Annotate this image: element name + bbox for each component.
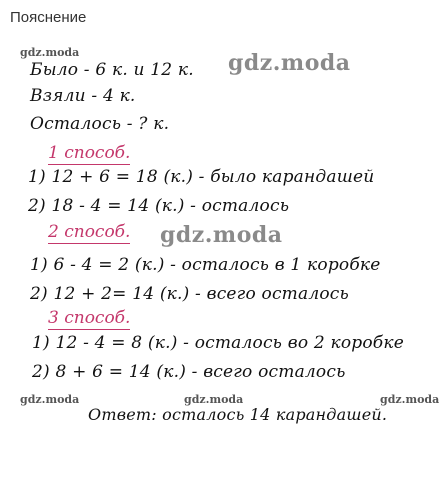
watermark: gdz.moda: [160, 222, 283, 248]
method-1-step-1: 1) 12 + 6 = 18 (к.) - было карандашей: [28, 167, 375, 187]
method-2-title: 2 способ.: [48, 222, 131, 242]
watermark: gdz.moda: [20, 46, 80, 59]
method-1-title: 1 способ.: [48, 143, 131, 163]
given-line-2: Взяли - 4 к.: [30, 86, 136, 106]
given-line-3: Осталось - ? к.: [30, 114, 170, 134]
method-3-title: 3 способ.: [48, 308, 131, 328]
method-2-step-1: 1) 6 - 4 = 2 (к.) - осталось в 1 коробке: [30, 255, 381, 275]
watermark: gdz.moda: [380, 393, 440, 406]
watermark: gdz.moda: [20, 393, 80, 406]
method-3-step-2: 2) 8 + 6 = 14 (к.) - всего осталось: [32, 362, 346, 382]
method-1-step-2: 2) 18 - 4 = 14 (к.) - осталось: [28, 196, 290, 216]
page-title: Пояснение: [10, 9, 87, 26]
given-line-1: Было - 6 к. и 12 к.: [30, 60, 194, 80]
watermark: gdz.moda: [184, 393, 244, 406]
answer-line: Ответ: осталось 14 карандашей.: [88, 405, 388, 424]
method-3-step-1: 1) 12 - 4 = 8 (к.) - осталось во 2 коробке: [32, 333, 404, 353]
watermark: gdz.moda: [228, 50, 351, 76]
method-2-step-2: 2) 12 + 2= 14 (к.) - всего осталось: [30, 284, 349, 304]
